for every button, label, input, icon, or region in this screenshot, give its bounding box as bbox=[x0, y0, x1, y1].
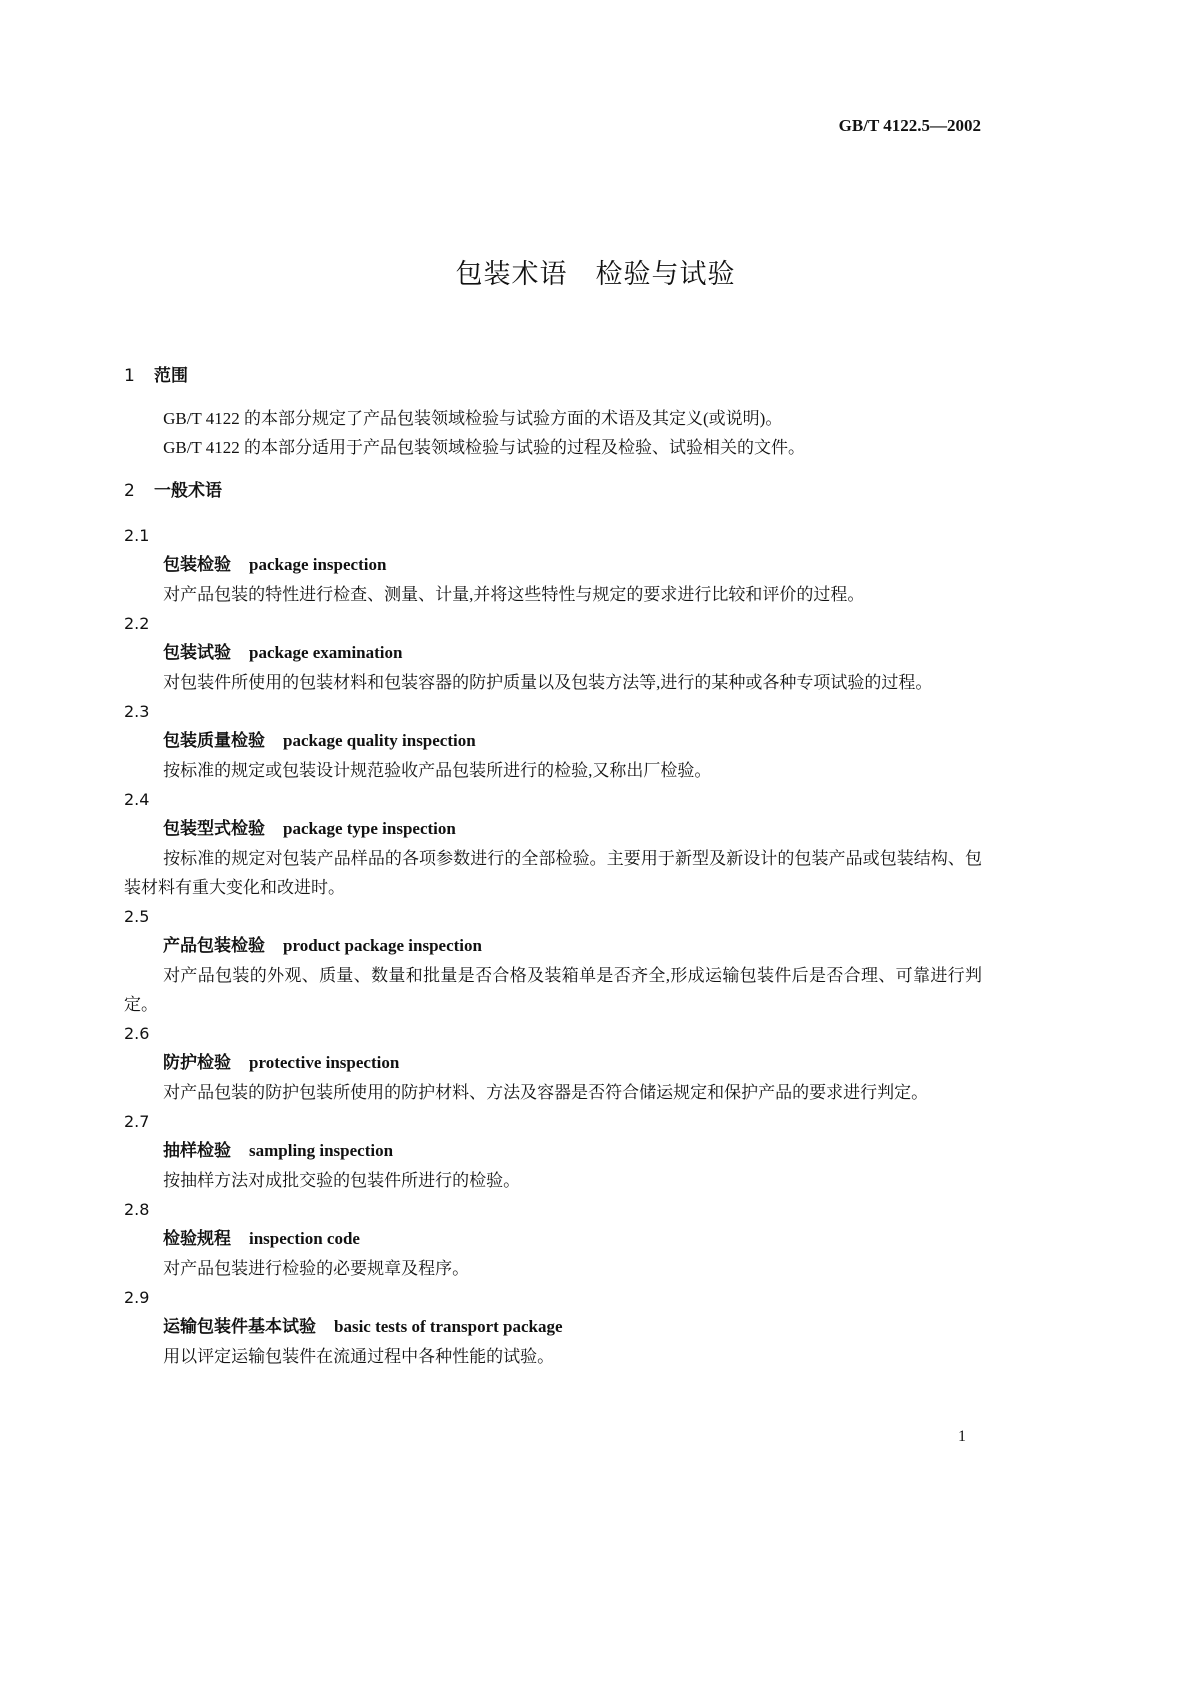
term-entry bbox=[124, 1019, 982, 1107]
term-number: 2.2 bbox=[124, 614, 150, 633]
term-heading bbox=[124, 1136, 982, 1166]
term-zh: 防护检验 bbox=[163, 1053, 231, 1073]
term-definition: 对产品包装的外观、质量、数量和批量是否合格及装箱单是否齐全,形成运输包装件后是否合理、可靠进行判定。 bbox=[124, 966, 982, 1014]
term-number: 2.6 bbox=[124, 1024, 150, 1043]
term-heading bbox=[124, 550, 982, 580]
term-heading bbox=[124, 726, 982, 756]
term-entry bbox=[124, 1195, 982, 1283]
term-en: inspection code bbox=[249, 1229, 360, 1248]
term-number: 2.7 bbox=[124, 1112, 150, 1131]
term-definition: 按抽样方法对成批交验的包装件所进行的检验。 bbox=[163, 1171, 521, 1190]
term-zh: 包装检验 bbox=[163, 555, 231, 575]
term-heading bbox=[124, 1048, 982, 1078]
term-entry bbox=[124, 1283, 982, 1371]
term-number: 2.4 bbox=[124, 790, 150, 809]
document-body bbox=[124, 362, 982, 1371]
standard-number: GB/T 4122.5—2002 bbox=[838, 116, 981, 135]
term-en: package inspection bbox=[249, 555, 387, 574]
term-en: package examination bbox=[249, 643, 403, 662]
term-zh: 包装试验 bbox=[163, 643, 231, 663]
term-definition: 对包装件所使用的包装材料和包装容器的防护质量以及包装方法等,进行的某种或各种专项试验的过程。 bbox=[163, 673, 933, 692]
term-entry bbox=[124, 1107, 982, 1195]
term-entry bbox=[124, 609, 982, 697]
term-definition: 按标准的规定对包装产品样品的各项参数进行的全部检验。主要用于新型及新设计的包装产品或包装结构、包装材料有重大变化和改进时。 bbox=[124, 849, 982, 897]
term-en: sampling inspection bbox=[249, 1141, 394, 1160]
term-en: package type inspection bbox=[283, 819, 456, 838]
section-heading-general-terms bbox=[124, 477, 982, 506]
term-entry bbox=[124, 785, 982, 902]
section-number: 1 bbox=[124, 366, 135, 386]
term-definition: 对产品包装的特性进行检查、测量、计量,并将这些特性与规定的要求进行比较和评价的过程。 bbox=[163, 585, 865, 604]
term-definition: 对产品包装进行检验的必要规章及程序。 bbox=[163, 1259, 470, 1278]
term-heading bbox=[124, 814, 982, 844]
term-en: package quality inspection bbox=[283, 731, 476, 750]
section-heading-scope bbox=[124, 362, 982, 391]
term-zh: 产品包装检验 bbox=[163, 936, 265, 956]
term-entry bbox=[124, 697, 982, 785]
term-definition: 按标准的规定或包装设计规范验收产品包装所进行的检验,又称出厂检验。 bbox=[163, 761, 712, 780]
paragraph: GB/T 4122 的本部分适用于产品包装领域检验与试验的过程及检验、试验相关的文件。 bbox=[163, 438, 806, 457]
term-entry bbox=[124, 902, 982, 1019]
term-zh: 运输包装件基本试验 bbox=[163, 1317, 316, 1337]
term-definition: 用以评定运输包装件在流通过程中各种性能的试验。 bbox=[163, 1347, 555, 1366]
term-heading bbox=[124, 1312, 982, 1342]
term-number: 2.5 bbox=[124, 907, 150, 926]
term-number: 2.9 bbox=[124, 1288, 150, 1307]
term-zh: 包装型式检验 bbox=[163, 819, 265, 839]
term-en: protective inspection bbox=[249, 1053, 400, 1072]
term-entry bbox=[124, 521, 982, 609]
term-en: basic tests of transport package bbox=[334, 1317, 563, 1336]
paragraph: GB/T 4122 的本部分规定了产品包装领域检验与试验方面的术语及其定义(或说明)。 bbox=[163, 409, 783, 428]
term-list bbox=[124, 521, 982, 1371]
page-title: 包装术语 检验与试验 bbox=[455, 259, 736, 290]
term-definition: 对产品包装的防护包装所使用的防护材料、方法及容器是否符合储运规定和保护产品的要求进行判定。 bbox=[163, 1083, 929, 1102]
term-number: 2.8 bbox=[124, 1200, 150, 1219]
term-number: 2.3 bbox=[124, 702, 150, 721]
term-zh: 包装质量检验 bbox=[163, 731, 265, 751]
term-number: 2.1 bbox=[124, 526, 150, 545]
section-number: 2 bbox=[124, 481, 135, 501]
term-heading bbox=[124, 931, 982, 961]
term-heading bbox=[124, 1224, 982, 1254]
term-zh: 检验规程 bbox=[163, 1229, 231, 1249]
term-heading bbox=[124, 638, 982, 668]
page-number: 1 bbox=[958, 1428, 966, 1445]
term-en: product package inspection bbox=[283, 936, 482, 955]
section-title: 范围 bbox=[154, 366, 188, 386]
term-zh: 抽样检验 bbox=[163, 1141, 231, 1161]
section-title: 一般术语 bbox=[154, 481, 222, 501]
